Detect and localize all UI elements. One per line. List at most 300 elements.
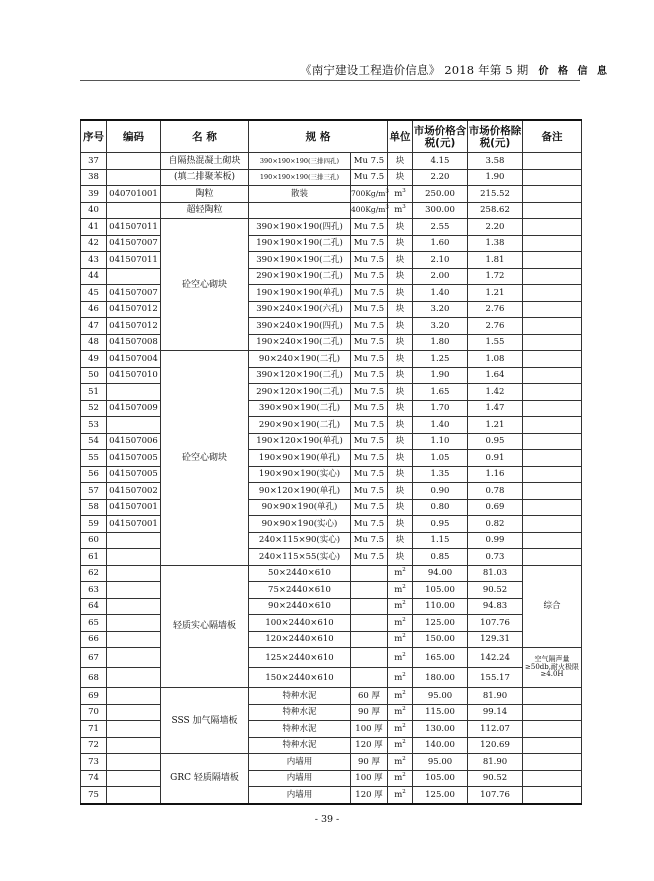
col-name-header: 名 称 — [161, 120, 249, 153]
row-spec: 390×240×190(四孔) — [249, 318, 351, 335]
row-unit — [388, 631, 413, 648]
row-price-tax: 105.00 — [413, 770, 468, 787]
row-price-notax: 90.52 — [468, 770, 523, 787]
row-price-notax: 0.82 — [468, 516, 523, 533]
table-row — [81, 384, 582, 401]
row-spec: 内墙用 — [249, 754, 351, 771]
table-row — [81, 466, 582, 483]
table-row — [81, 318, 582, 335]
row-spec: 290×120×190(二孔) — [249, 384, 351, 401]
row-unit: 块 — [388, 169, 413, 186]
row-spec: 90×240×190(二孔) — [249, 351, 351, 368]
row-unit: 块 — [388, 219, 413, 236]
row-grade: Mu 7.5 — [351, 400, 388, 417]
table-row — [81, 186, 582, 203]
row-price-tax: 1.70 — [413, 400, 468, 417]
table-row — [81, 565, 582, 582]
unit-text: m — [394, 773, 403, 784]
row-grade: Mu 7.5 — [351, 483, 388, 500]
row-unit — [388, 648, 413, 668]
row-note — [523, 704, 582, 721]
row-spec: 特种水泥 — [249, 737, 351, 754]
unit-text: m — [394, 789, 403, 800]
row-price-notax: 0.78 — [468, 483, 523, 500]
table-row — [81, 252, 582, 269]
table-row — [81, 532, 582, 549]
row-code — [107, 704, 161, 721]
row-note — [523, 450, 582, 467]
row-code — [107, 770, 161, 787]
row-price-notax: 1.64 — [468, 367, 523, 384]
row-price-tax: 125.00 — [413, 787, 468, 804]
row-price-notax: 3.58 — [468, 153, 523, 170]
table-row — [81, 334, 582, 351]
row-code: 041507012 — [107, 318, 161, 335]
row-price-notax: 1.42 — [468, 384, 523, 401]
unit-text: m — [394, 756, 403, 767]
row-code: 041507005 — [107, 466, 161, 483]
row-grade: 90 厚 — [351, 754, 388, 771]
row-no: 64 — [81, 598, 107, 615]
page-header — [300, 62, 610, 78]
table-row — [81, 367, 582, 384]
table-row — [81, 615, 582, 632]
row-code — [107, 268, 161, 285]
price-table — [80, 119, 582, 805]
row-price-notax: 112.07 — [468, 721, 523, 738]
unit-text: m — [394, 707, 403, 718]
row-no: 43 — [81, 252, 107, 269]
row-grade: Mu 7.5 — [351, 301, 388, 318]
row-grade: Mu 7.5 — [351, 334, 388, 351]
row-unit: 块 — [388, 483, 413, 500]
table-row — [81, 268, 582, 285]
row-grade: Mu 7.5 — [351, 549, 388, 566]
row-grade: Mu 7.5 — [351, 153, 388, 170]
row-code — [107, 565, 161, 582]
row-unit — [388, 704, 413, 721]
row-no: 75 — [81, 787, 107, 804]
superscript: 2 — [402, 651, 406, 658]
row-price-tax: 95.00 — [413, 688, 468, 705]
row-unit: 块 — [388, 153, 413, 170]
row-no: 50 — [81, 367, 107, 384]
row-unit — [388, 737, 413, 754]
row-spec: 内墙用 — [249, 770, 351, 787]
table-row — [81, 516, 582, 533]
page-number: - 39 - — [314, 814, 340, 825]
row-spec — [249, 202, 351, 219]
row-grade — [351, 615, 388, 632]
row-price-tax: 0.90 — [413, 483, 468, 500]
row-unit: 块 — [388, 516, 413, 533]
row-price-tax: 94.00 — [413, 565, 468, 582]
table-row — [81, 721, 582, 738]
row-no: 67 — [81, 648, 107, 668]
publication-title: 《南宁建设工程造价信息》 2018 年第 5 期 — [300, 63, 529, 77]
row-note — [523, 417, 582, 434]
row-spec: 75×2440×610 — [249, 582, 351, 599]
row-price-notax: 0.69 — [468, 499, 523, 516]
row-price-notax: 1.38 — [468, 235, 523, 252]
table-row — [81, 549, 582, 566]
row-unit: 块 — [388, 318, 413, 335]
row-price-notax: 120.69 — [468, 737, 523, 754]
row-price-notax: 1.90 — [468, 169, 523, 186]
superscript: 2 — [402, 788, 406, 795]
row-unit — [388, 582, 413, 599]
row-price-tax: 1.60 — [413, 235, 468, 252]
row-spec: 390×190×190(四孔) — [249, 219, 351, 236]
col-spec-header: 规 格 — [249, 120, 388, 153]
table-row — [81, 704, 582, 721]
row-unit: 块 — [388, 367, 413, 384]
row-note — [523, 532, 582, 549]
row-code: 041507011 — [107, 252, 161, 269]
row-unit: 块 — [388, 268, 413, 285]
row-price-notax: 129.31 — [468, 631, 523, 648]
row-no: 66 — [81, 631, 107, 648]
row-no: 68 — [81, 668, 107, 688]
row-grade: Mu 7.5 — [351, 417, 388, 434]
row-grade: Mu 7.5 — [351, 516, 388, 533]
row-no: 62 — [81, 565, 107, 582]
row-spec: 240×115×90(实心) — [249, 532, 351, 549]
row-note — [523, 301, 582, 318]
row-price-tax: 2.00 — [413, 268, 468, 285]
row-price-tax: 2.10 — [413, 252, 468, 269]
row-price-tax: 180.00 — [413, 668, 468, 688]
row-no: 45 — [81, 285, 107, 302]
row-grade: Mu 7.5 — [351, 235, 388, 252]
superscript: 2 — [402, 600, 406, 607]
row-price-tax: 95.00 — [413, 754, 468, 771]
row-no: 53 — [81, 417, 107, 434]
row-no: 55 — [81, 450, 107, 467]
row-price-notax: 2.20 — [468, 219, 523, 236]
row-grade: Mu 7.5 — [351, 318, 388, 335]
row-unit: 块 — [388, 549, 413, 566]
superscript: 2 — [402, 633, 406, 640]
row-code — [107, 417, 161, 434]
table-row — [81, 202, 582, 219]
row-spec: 内墙用 — [249, 787, 351, 804]
row-note — [523, 252, 582, 269]
row-grade: Mu 7.5 — [351, 351, 388, 368]
row-grade: Mu 7.5 — [351, 219, 388, 236]
row-grade: Mu 7.5 — [351, 499, 388, 516]
row-spec: 240×115×55(实心) — [249, 549, 351, 566]
section-title: 价 格 信 息 — [538, 66, 610, 77]
unit-text: m — [394, 652, 403, 663]
row-unit: 块 — [388, 466, 413, 483]
row-spec: 90×90×190(实心) — [249, 516, 351, 533]
table-row — [81, 754, 582, 771]
row-price-tax: 125.00 — [413, 615, 468, 632]
row-grade: Mu 7.5 — [351, 384, 388, 401]
row-unit — [388, 668, 413, 688]
row-no: 40 — [81, 202, 107, 219]
superscript: 2 — [402, 689, 406, 696]
unit-text: m — [394, 672, 403, 683]
row-price-notax: 1.21 — [468, 285, 523, 302]
row-unit — [388, 721, 413, 738]
row-price-notax: 0.73 — [468, 549, 523, 566]
row-grade — [351, 565, 388, 582]
row-no: 44 — [81, 268, 107, 285]
superscript: 3 — [402, 204, 406, 211]
row-spec: 390×240×190(六孔) — [249, 301, 351, 318]
row-unit — [388, 754, 413, 771]
row-price-tax: 140.00 — [413, 737, 468, 754]
superscript: 2 — [402, 739, 406, 746]
row-grade: Mu 7.5 — [351, 532, 388, 549]
row-name: 陶粒 — [161, 186, 249, 203]
superscript: 2 — [402, 755, 406, 762]
superscript: 3 — [385, 204, 389, 211]
superscript: 2 — [402, 671, 406, 678]
row-note — [523, 483, 582, 500]
row-code — [107, 153, 161, 170]
row-code — [107, 202, 161, 219]
row-price-tax: 3.20 — [413, 301, 468, 318]
row-spec: 150×2440×610 — [249, 668, 351, 688]
row-note — [523, 384, 582, 401]
row-spec: 290×90×190(二孔) — [249, 417, 351, 434]
table-row — [81, 688, 582, 705]
col-code-header: 编码 — [107, 120, 161, 153]
row-price-notax: 1.81 — [468, 252, 523, 269]
row-note — [523, 433, 582, 450]
row-code — [107, 598, 161, 615]
row-price-tax: 0.85 — [413, 549, 468, 566]
row-code — [107, 631, 161, 648]
row-spec: 特种水泥 — [249, 688, 351, 705]
row-grade — [351, 631, 388, 648]
row-spec: 190×120×190(单孔) — [249, 433, 351, 450]
row-note — [523, 400, 582, 417]
row-price-notax: 107.76 — [468, 615, 523, 632]
row-price-notax: 0.91 — [468, 450, 523, 467]
row-no: 58 — [81, 499, 107, 516]
superscript: 3 — [402, 187, 406, 194]
row-no: 57 — [81, 483, 107, 500]
row-price-tax: 1.05 — [413, 450, 468, 467]
row-code — [107, 384, 161, 401]
row-price-notax: 1.72 — [468, 268, 523, 285]
unit-text: m — [394, 188, 403, 199]
row-code — [107, 721, 161, 738]
row-code: 041507002 — [107, 483, 161, 500]
row-price-tax: 1.65 — [413, 384, 468, 401]
row-no: 61 — [81, 549, 107, 566]
material-group-name: 砼空心砌块 — [161, 351, 249, 566]
row-unit — [388, 598, 413, 615]
row-note — [523, 367, 582, 384]
row-note — [523, 787, 582, 804]
col-no-header: 序号 — [81, 120, 107, 153]
row-no: 51 — [81, 384, 107, 401]
row-price-tax: 150.00 — [413, 631, 468, 648]
superscript: 2 — [402, 772, 406, 779]
row-unit: 块 — [388, 351, 413, 368]
row-spec: 290×190×190(二孔) — [249, 268, 351, 285]
row-no: 59 — [81, 516, 107, 533]
row-spec: 390×190×190(二孔) — [249, 252, 351, 269]
row-note — [523, 268, 582, 285]
grade-text: 400Kg/m — [351, 205, 386, 215]
unit-text: m — [394, 601, 403, 612]
row-code: 041507007 — [107, 285, 161, 302]
row-price-tax: 250.00 — [413, 186, 468, 203]
col-unit-header: 单位 — [388, 120, 413, 153]
row-grade — [351, 202, 388, 219]
row-note — [523, 499, 582, 516]
table-row — [81, 737, 582, 754]
row-spec: 特种水泥 — [249, 721, 351, 738]
row-code: 041507010 — [107, 367, 161, 384]
grade-text: 700Kg/m — [351, 188, 386, 198]
row-grade: 100 厚 — [351, 721, 388, 738]
row-grade — [351, 186, 388, 203]
row-unit — [388, 688, 413, 705]
material-group-name: 轻质实心隔墙板 — [161, 565, 249, 688]
superscript: 2 — [402, 583, 406, 590]
row-unit — [388, 565, 413, 582]
row-no: 69 — [81, 688, 107, 705]
row-price-tax: 1.40 — [413, 285, 468, 302]
row-code — [107, 582, 161, 599]
unit-text: m — [394, 740, 403, 751]
row-unit: 块 — [388, 285, 413, 302]
row-grade: Mu 7.5 — [351, 285, 388, 302]
row-price-notax: 81.03 — [468, 565, 523, 582]
row-code — [107, 648, 161, 668]
row-spec: 190×190×190(单孔) — [249, 285, 351, 302]
row-note — [523, 754, 582, 771]
row-price-tax: 1.90 — [413, 367, 468, 384]
row-spec: 100×2440×610 — [249, 615, 351, 632]
row-price-notax: 107.76 — [468, 787, 523, 804]
row-note — [523, 351, 582, 368]
row-spec: 190×240×190(二孔) — [249, 334, 351, 351]
row-code: 041507009 — [107, 400, 161, 417]
row-grade: Mu 7.5 — [351, 169, 388, 186]
row-note — [523, 549, 582, 566]
row-note — [523, 169, 582, 186]
row-price-notax: 81.90 — [468, 688, 523, 705]
row-code — [107, 787, 161, 804]
row-no: 54 — [81, 433, 107, 450]
row-no: 72 — [81, 737, 107, 754]
row-unit: 块 — [388, 400, 413, 417]
row-spec: 390×90×190(二孔) — [249, 400, 351, 417]
table-header — [81, 120, 582, 153]
row-note: 综合 — [523, 565, 582, 648]
row-code — [107, 688, 161, 705]
row-spec: 90×90×190(单孔) — [249, 499, 351, 516]
row-price-tax: 1.80 — [413, 334, 468, 351]
row-note — [523, 737, 582, 754]
row-grade: 120 厚 — [351, 737, 388, 754]
table-row — [81, 433, 582, 450]
row-grade: Mu 7.5 — [351, 433, 388, 450]
material-group-name: SSS 加气隔墙板 — [161, 688, 249, 754]
row-spec: 190×90×190(实心) — [249, 466, 351, 483]
row-code — [107, 615, 161, 632]
row-price-notax: 0.99 — [468, 532, 523, 549]
row-spec: 390×120×190(二孔) — [249, 367, 351, 384]
row-price-notax: 2.76 — [468, 301, 523, 318]
row-note — [523, 202, 582, 219]
row-note — [523, 235, 582, 252]
row-no: 38 — [81, 169, 107, 186]
table-row — [81, 631, 582, 648]
row-price-tax: 0.80 — [413, 499, 468, 516]
row-no: 70 — [81, 704, 107, 721]
row-no: 71 — [81, 721, 107, 738]
row-code — [107, 549, 161, 566]
header-rule — [80, 80, 580, 81]
table-row — [81, 153, 582, 170]
table-row — [81, 301, 582, 318]
row-unit: 块 — [388, 252, 413, 269]
row-price-tax: 115.00 — [413, 704, 468, 721]
row-spec: 190×190×190(二孔) — [249, 235, 351, 252]
row-note — [523, 466, 582, 483]
row-spec: 特种水泥 — [249, 704, 351, 721]
row-grade — [351, 648, 388, 668]
row-no: 74 — [81, 770, 107, 787]
table-row — [81, 450, 582, 467]
row-spec: 90×120×190(单孔) — [249, 483, 351, 500]
row-code: 041507008 — [107, 334, 161, 351]
row-price-notax: 99.14 — [468, 704, 523, 721]
row-price-tax: 105.00 — [413, 582, 468, 599]
row-price-tax: 130.00 — [413, 721, 468, 738]
row-code: 041507004 — [107, 351, 161, 368]
row-no: 48 — [81, 334, 107, 351]
table-row — [81, 400, 582, 417]
row-price-notax: 215.52 — [468, 186, 523, 203]
row-grade: 100 厚 — [351, 770, 388, 787]
row-note — [523, 688, 582, 705]
table-row — [81, 582, 582, 599]
row-note — [523, 219, 582, 236]
row-code — [107, 532, 161, 549]
table-row — [81, 598, 582, 615]
row-no: 37 — [81, 153, 107, 170]
superscript: 2 — [402, 722, 406, 729]
unit-text: m — [394, 634, 403, 645]
row-no: 47 — [81, 318, 107, 335]
row-code — [107, 737, 161, 754]
row-note — [523, 153, 582, 170]
row-no: 73 — [81, 754, 107, 771]
row-code: 041507011 — [107, 219, 161, 236]
table-row — [81, 285, 582, 302]
row-unit: 块 — [388, 384, 413, 401]
row-price-notax: 0.95 — [468, 433, 523, 450]
row-code: 041507007 — [107, 235, 161, 252]
col-note-header: 备注 — [523, 120, 582, 153]
table-row — [81, 787, 582, 804]
row-unit: 块 — [388, 532, 413, 549]
row-price-tax: 4.15 — [413, 153, 468, 170]
row-name: 超轻陶粒 — [161, 202, 249, 219]
row-spec: 390×190×190(三排四孔) — [249, 153, 351, 170]
row-unit: 块 — [388, 433, 413, 450]
